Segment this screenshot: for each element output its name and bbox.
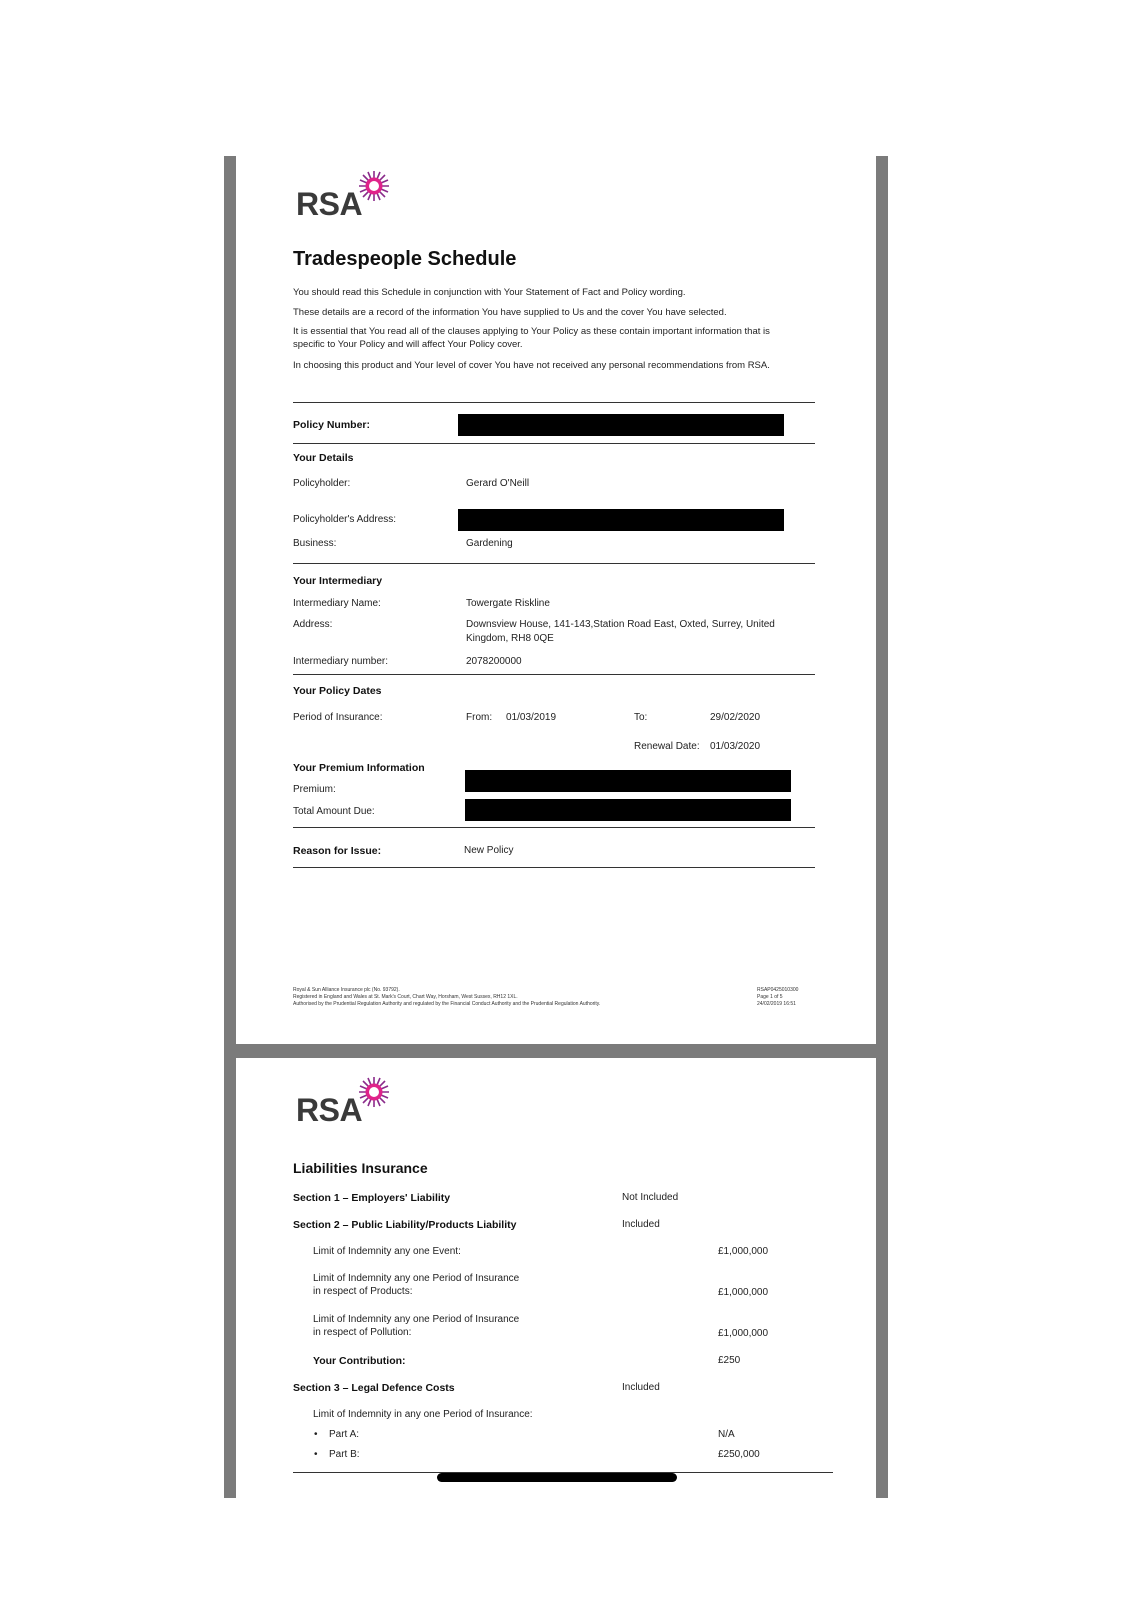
page-title: Tradespeople Schedule bbox=[293, 248, 517, 270]
limit-products-value: £1,000,000 bbox=[718, 1287, 769, 1298]
intermediary-name-label: Intermediary Name: bbox=[293, 598, 381, 609]
redacted-policy-number bbox=[458, 414, 784, 436]
renewal-date-value: 01/03/2020 bbox=[710, 741, 761, 752]
divider bbox=[293, 827, 815, 828]
schedule-page-1 bbox=[236, 156, 876, 1044]
rsa-logo bbox=[296, 1076, 406, 1126]
part-b-label: Part B: bbox=[329, 1449, 360, 1460]
your-intermediary-heading: Your Intermediary bbox=[293, 575, 383, 587]
intermediary-name-value: Towergate Riskline bbox=[466, 598, 550, 609]
divider bbox=[293, 443, 815, 444]
to-value: 29/02/2020 bbox=[710, 712, 761, 723]
limit-pollution-value: £1,000,000 bbox=[718, 1328, 769, 1339]
reason-for-issue-value: New Policy bbox=[464, 845, 514, 856]
contribution-label: Your Contribution: bbox=[313, 1355, 406, 1367]
section-1-status: Not Included bbox=[622, 1192, 679, 1203]
policyholder-address-label: Policyholder's Address: bbox=[293, 514, 397, 525]
section-3-label: Section 3 – Legal Defence Costs bbox=[293, 1382, 455, 1394]
part-a-label: Part A: bbox=[329, 1429, 360, 1440]
premium-label: Premium: bbox=[293, 784, 336, 795]
bullet-icon: • bbox=[314, 1449, 318, 1460]
footer-line: Royal & Sun Alliance Insurance plc (No. 93792). bbox=[293, 987, 400, 993]
rsa-logo-text: RSA bbox=[296, 186, 363, 222]
section-3-status: Included bbox=[622, 1382, 660, 1393]
intermediary-address-line-1: Downsview House, 141-143,Station Road East, Oxted, Surrey, United bbox=[466, 619, 775, 630]
footer-reference bbox=[757, 987, 798, 1008]
to-label: To: bbox=[634, 712, 648, 723]
bullet-icon: • bbox=[314, 1429, 318, 1440]
home-indicator-bar[interactable] bbox=[437, 1473, 677, 1482]
divider bbox=[293, 563, 815, 564]
policyholder-value: Gerard O'Neill bbox=[466, 478, 530, 489]
policy-number-label: Policy Number: bbox=[293, 419, 371, 431]
footer-timestamp: 24/02/2019 16:51 bbox=[757, 1001, 796, 1007]
limit-period-label: Limit of Indemnity in any one Period of Insurance: bbox=[313, 1409, 533, 1420]
premium-heading: Your Premium Information bbox=[293, 762, 425, 774]
part-a-value: N/A bbox=[718, 1429, 735, 1440]
intro-paragraph-2: These details are a record of the information You have supplied to Us and the cover You have selected. bbox=[293, 307, 727, 318]
part-b-value: £250,000 bbox=[718, 1449, 760, 1460]
intermediary-number-label: Intermediary number: bbox=[293, 656, 389, 667]
policyholder-label: Policyholder: bbox=[293, 478, 351, 489]
limit-event-value: £1,000,000 bbox=[718, 1246, 769, 1257]
liabilities-title: Liabilities Insurance bbox=[293, 1160, 428, 1176]
intro-paragraph-1: You should read this Schedule in conjunction with Your Statement of Fact and Policy wording. bbox=[293, 287, 686, 298]
total-amount-due-label: Total Amount Due: bbox=[293, 806, 375, 817]
divider bbox=[293, 674, 815, 675]
footer-line: Authorised by the Prudential Regulation Authority and regulated by the Financial Conduct Authority and the Prudential Regulation Authority. bbox=[293, 1001, 601, 1007]
redacted-premium bbox=[465, 770, 791, 792]
policy-dates-heading: Your Policy Dates bbox=[293, 685, 382, 697]
contribution-value: £250 bbox=[718, 1355, 741, 1366]
limit-products-line-1: Limit of Indemnity any one Period of Insurance bbox=[313, 1273, 520, 1284]
section-1-label: Section 1 – Employers' Liability bbox=[293, 1192, 451, 1204]
limit-pollution-line-1: Limit of Indemnity any one Period of Insurance bbox=[313, 1314, 520, 1325]
intermediary-address-label: Address: bbox=[293, 619, 333, 630]
rsa-logo-text: RSA bbox=[296, 1092, 363, 1128]
footer-page-number: Page 1 of 5 bbox=[757, 994, 783, 1000]
intermediary-number-value: 2078200000 bbox=[466, 656, 522, 667]
reason-for-issue-label: Reason for Issue: bbox=[293, 845, 382, 857]
intermediary-address-line-2: Kingdom, RH8 0QE bbox=[466, 633, 554, 644]
from-value: 01/03/2019 bbox=[506, 712, 557, 723]
divider bbox=[293, 867, 815, 868]
from-label: From: bbox=[466, 712, 493, 723]
redacted-total-amount bbox=[465, 799, 791, 821]
footer-legal bbox=[293, 987, 600, 1008]
schedule-page-2 bbox=[236, 1058, 876, 1498]
rsa-logo-icon bbox=[358, 170, 390, 202]
limit-pollution-line-2: in respect of Pollution: bbox=[313, 1327, 412, 1338]
rsa-logo-icon bbox=[358, 1076, 390, 1108]
intro-paragraph-4: In choosing this product and Your level of cover You have not received any personal recommendations from RSA. bbox=[293, 360, 770, 371]
your-details-heading: Your Details bbox=[293, 452, 354, 464]
footer-line: Registered in England and Wales at St. Mark's Court, Chart Way, Horsham, West Sussex, RH12 1XL. bbox=[293, 994, 518, 1000]
footer-ref-code: RSAP0425010300 bbox=[757, 987, 799, 993]
redacted-address bbox=[458, 509, 784, 531]
period-of-insurance-label: Period of Insurance: bbox=[293, 712, 383, 723]
divider bbox=[293, 402, 815, 403]
business-label: Business: bbox=[293, 538, 337, 549]
intro-paragraph-3: It is essential that You read all of the clauses applying to Your Policy as these contain important information that is specific to Your Policy and will affect Your Policy cover. bbox=[293, 326, 770, 350]
limit-products-line-2: in respect of Products: bbox=[313, 1286, 413, 1297]
renewal-date-label: Renewal Date: bbox=[634, 741, 700, 752]
rsa-logo bbox=[296, 170, 406, 220]
section-2-label: Section 2 – Public Liability/Products Liability bbox=[293, 1219, 517, 1231]
limit-event-label: Limit of Indemnity any one Event: bbox=[313, 1246, 461, 1257]
business-value: Gardening bbox=[466, 538, 513, 549]
section-2-status: Included bbox=[622, 1219, 660, 1230]
